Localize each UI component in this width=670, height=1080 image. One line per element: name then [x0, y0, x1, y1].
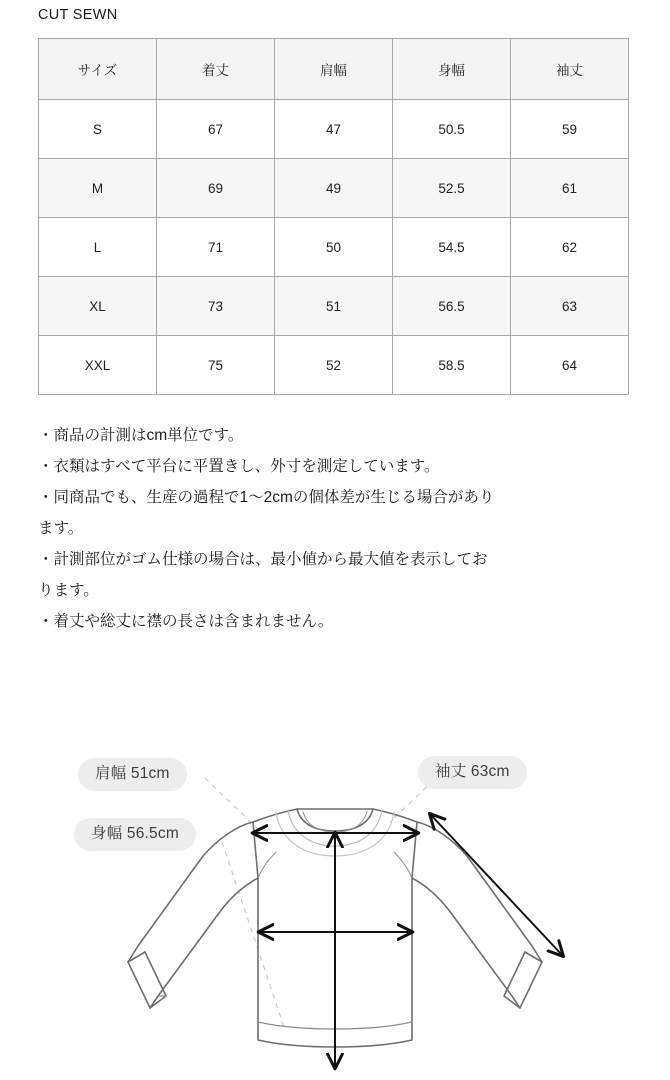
- cell-shoulder-width: 49: [275, 159, 393, 218]
- badge-sleeve-length: 袖丈 63cm: [418, 756, 527, 789]
- measurement-arrows: [253, 814, 563, 1068]
- cell-body-length: 71: [157, 218, 275, 277]
- cell-shoulder-width: 52: [275, 336, 393, 395]
- cell-sleeve-length: 62: [511, 218, 629, 277]
- cell-body-width: 50.5: [393, 100, 511, 159]
- column-header-body-length: 着丈: [157, 39, 275, 100]
- page-title: CUT SEWN: [38, 7, 118, 23]
- cell-sleeve-length: 59: [511, 100, 629, 159]
- cell-body-width: 52.5: [393, 159, 511, 218]
- cell-sleeve-length: 63: [511, 277, 629, 336]
- cell-shoulder-width: 47: [275, 100, 393, 159]
- sleeve-length-arrow: [430, 814, 563, 956]
- table-row: [39, 277, 629, 336]
- note-line: ります。: [38, 582, 99, 599]
- size-table-head: [39, 39, 629, 100]
- left-armhole-seam: [258, 852, 276, 878]
- cell-size: XL: [39, 277, 157, 336]
- cell-size: XXL: [39, 336, 157, 395]
- column-header-body-width: 身幅: [393, 39, 511, 100]
- neckline-outer: [297, 809, 373, 831]
- cell-body-width: 54.5: [393, 218, 511, 277]
- note-line: ・計測部位がゴム仕様の場合は、最小値から最大値を表示してお: [38, 551, 488, 568]
- table-header-row: [39, 39, 629, 100]
- garment-measurement-diagram: [0, 700, 670, 1080]
- cell-size: L: [39, 218, 157, 277]
- note-line: ます。: [38, 520, 84, 537]
- cell-body-length: 75: [157, 336, 275, 395]
- size-table: [38, 38, 629, 395]
- cell-body-width: 58.5: [393, 336, 511, 395]
- cell-shoulder-width: 50: [275, 218, 393, 277]
- cell-body-length: 69: [157, 159, 275, 218]
- left-cuff: [128, 952, 166, 1008]
- note-line: ・衣類はすべて平台に平置きし、外寸を測定しています。: [38, 458, 440, 475]
- right-sleeve-top: [417, 822, 542, 962]
- badge-shoulder-width: 肩幅 51cm: [78, 758, 187, 791]
- note-line: ・商品の計測はcm単位です。: [38, 427, 244, 444]
- cell-body-length: 67: [157, 100, 275, 159]
- neckline-rib: [303, 812, 367, 832]
- leader-line-body-width: [222, 842, 285, 1030]
- right-cuff: [504, 952, 542, 1008]
- cell-body-length: 73: [157, 277, 275, 336]
- column-header-size: サイズ: [39, 39, 157, 100]
- cell-shoulder-width: 51: [275, 277, 393, 336]
- left-sleeve-bottom: [150, 878, 258, 1008]
- measurement-notes: [38, 420, 638, 637]
- table-row: [39, 100, 629, 159]
- right-armhole-seam: [394, 852, 412, 878]
- note-line: ・同商品でも、生産の過程で1〜2cmの個体差が生じる場合があり: [38, 489, 495, 506]
- cell-size: S: [39, 100, 157, 159]
- size-table-body: [39, 100, 629, 395]
- cell-sleeve-length: 64: [511, 336, 629, 395]
- badge-body-width: 身幅 56.5cm: [74, 818, 196, 851]
- note-line: ・着丈や総丈に襟の長さは含まれません。: [38, 613, 334, 630]
- column-header-sleeve-length: 袖丈: [511, 39, 629, 100]
- cell-sleeve-length: 61: [511, 159, 629, 218]
- right-sleeve-bottom: [412, 878, 520, 1008]
- table-row: [39, 159, 629, 218]
- size-table-container: [38, 38, 629, 395]
- table-row: [39, 336, 629, 395]
- column-header-shoulder-width: 肩幅: [275, 39, 393, 100]
- cell-body-width: 56.5: [393, 277, 511, 336]
- table-row: [39, 218, 629, 277]
- cell-size: M: [39, 159, 157, 218]
